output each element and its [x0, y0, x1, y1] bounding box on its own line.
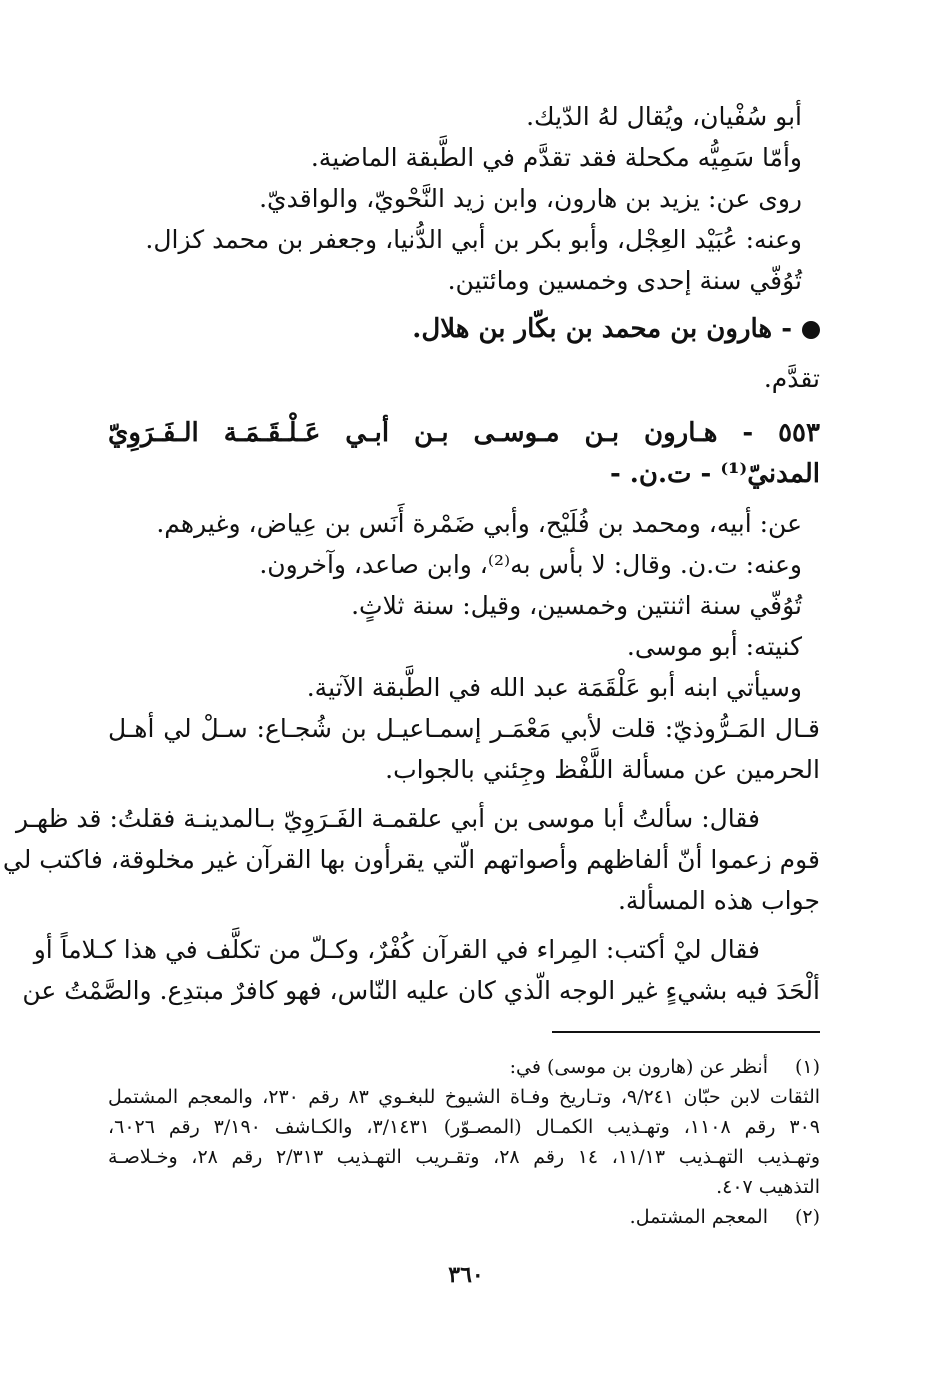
text-line: وعنه: ت.ن. وقال: لا بأس به⁽²⁾، وابن صاعد، وآخرون.: [259, 550, 802, 579]
footnotes: [108, 1052, 820, 1232]
footnote-line: التذهيب ٤٠٧.: [716, 1176, 820, 1198]
entry-heading: [108, 309, 820, 350]
footnote-line: أنظر عن (هارون بن موسى) في:: [509, 1056, 768, 1078]
main-text: [2, 96, 820, 1011]
text-line: قوم زعموا أنّ ألفاظهم وأصواتهم الّتي يقرأون بها القرآن غير مخلوقة، فاكتب لي: [2, 845, 820, 874]
footnote-body: [108, 1052, 768, 1082]
footnote-line: المعجم المشتمل.: [629, 1206, 768, 1228]
footnote-body: [108, 1202, 768, 1232]
bullet-icon: [802, 321, 820, 339]
footnote-2: [108, 1202, 820, 1232]
text-line: تقدَّم.: [763, 364, 820, 393]
text-line: وأمّا سَمِيُّه مكحلة فقد تقدَّم في الطَّبقة الماضية.: [310, 143, 802, 172]
text-line: تُوُفّي سنة إحدى وخمسين ومائتين.: [447, 266, 802, 295]
text-line: أبو سُفْيان، ويُقال لهُ الدّيك.: [526, 102, 802, 131]
page-number: ٣٦٠: [448, 1262, 484, 1288]
entry-553-title-cont: المدنيّ⁽¹⁾ - ت.ن. -: [609, 459, 820, 489]
text-line: عن: أبيه، ومحمد بن فُلَيْح، وأبي ضَمْرة أَنَس بن عِياض، وغيرهم.: [156, 509, 802, 538]
text-line: وسيأتي ابنه أبو عَلْقَمَة عبد الله في الطَّبقة الآتية.: [306, 673, 802, 702]
entry-553-title: ٥٥٣ - هـارون بـن مـوسـى بـن أبـي عَـلْـقَـمَـة الـفَـرَوِيّ: [108, 418, 820, 448]
footnote-number: (٢): [794, 1206, 820, 1228]
footnote-1: [108, 1052, 820, 1082]
text-line: قـال المَـرُّوذيّ: قلت لأبي مَعْمَـر إسمـاعيـل بن شُجـاع: سـلْ لي أهـل: [108, 714, 820, 743]
text-line: كنيته: أبو موسى.: [626, 632, 802, 661]
text-line: فقال: سألتُ أبا موسى بن أبي علقمـة الفَـرَوِيّ بـالمدينـة فقلتُ: قد ظهـر: [15, 804, 760, 833]
text-line: وعنه: عُبَيْد العِجْل، وأبو بكر بن أبي الدُّنيا، وجعفر بن محمد كزال.: [145, 225, 802, 254]
footnote-number: (١): [794, 1056, 820, 1078]
text-line: ألْحَدَ فيه بشيءٍ غير الوجه الّذي كان عليه النّاس، فهو كافرٌ مبتدِع. والصَّمْتُ عن: [22, 976, 820, 1005]
footnote-divider: [552, 1031, 820, 1033]
footnote-line: الثقات لابن حبّان ٩/٢٤١، وتـاريخ وفـاة الشيوخ للبغـوي ٨٣ رقم ٢٣٠، والمعجم المشتمل: [108, 1086, 821, 1108]
footnote-line: ٣٠٩ رقم ١١٠٨، وتهـذيب الكمـال (المصـوّر) ٣/١٤٣١، والكـاشف ٣/١٩٠ رقم ٦٠٢٦،: [108, 1116, 820, 1138]
footnote-line: وتهـذيب التهـذيب ١١/١٣، ١٤ رقم ٢٨، وتقـريب التهـذيب ٢/٣١٣ رقم ٢٨، وخـلاصـة: [108, 1146, 821, 1168]
entry-title: - هارون بن محمد بن بكّار بن هلال.: [412, 314, 792, 344]
text-line: فقال ليْ أكتب: المِراء في القرآن كُفْرٌ، وكـلّ من تكلَّف في هذا كـلاماً أو: [33, 935, 760, 964]
text-line: روى عن: يزيد بن هارون، وابن زيد النَّحْويّ، والواقديّ.: [259, 184, 802, 213]
text-line: جواب هذه المسألة.: [617, 886, 820, 915]
text-line: الحرمين عن مسألة اللَّفْظ وجِئني بالجواب.: [385, 755, 820, 784]
text-line: تُوُفّي سنة اثنتين وخمسين، وقيل: سنة ثلاثٍ.: [351, 591, 802, 620]
